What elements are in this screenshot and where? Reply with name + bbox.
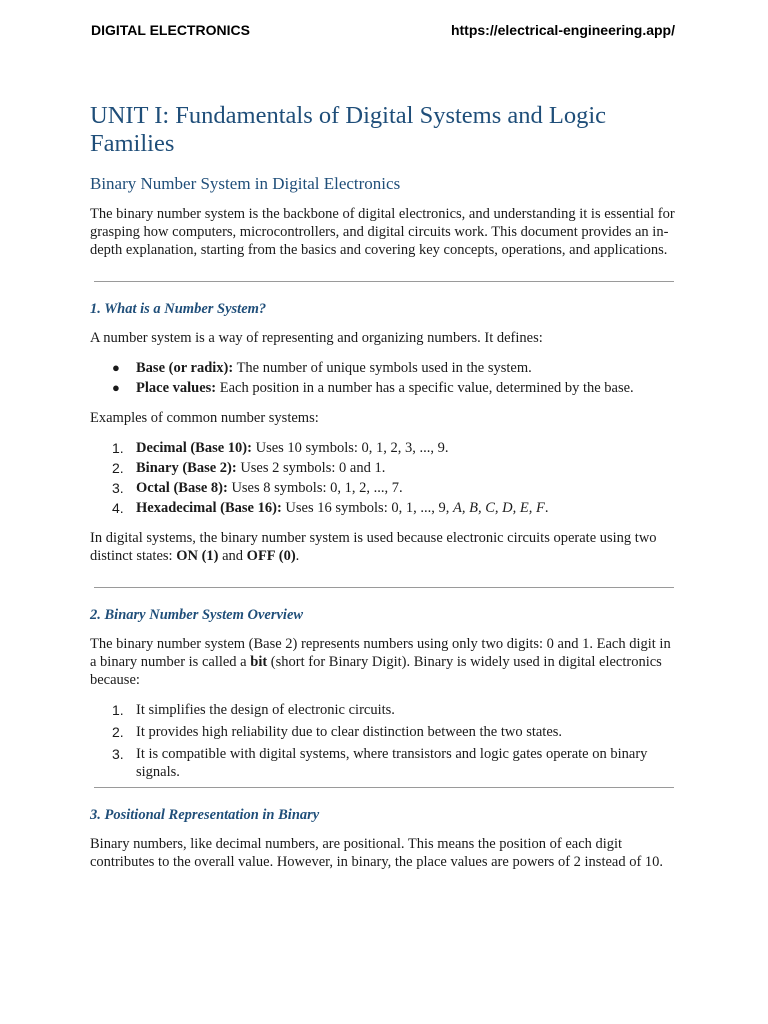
- section1-paragraph: A number system is a way of representing and organizing numbers. It defines:: [90, 330, 543, 346]
- list-item-text: Uses 10 symbols: 0, 1, 2, 3, ..., 9.: [251, 440, 449, 456]
- closing-end: .: [295, 548, 300, 564]
- bit-term: bit: [250, 654, 268, 670]
- definition-list: [90, 359, 678, 397]
- list-number: 3.: [112, 746, 124, 762]
- list-item: [90, 723, 678, 741]
- document-subtitle: Binary Number System in Digital Electronics: [90, 174, 401, 193]
- list-item-text: It provides high reliability due to clear distinction between the two states.: [136, 724, 563, 740]
- list-number: 2.: [112, 724, 124, 740]
- section1-heading: 1. What is a Number System?: [90, 301, 267, 317]
- list-item: [90, 499, 678, 517]
- intro-paragraph: The binary number system is the backbone of digital electronics, and understanding it is essential for grasping how computers, microcontrollers, and digital circuits work. This document provides an in-depth explanation, starting from the basics and covering key concepts, operations, and applications.: [90, 206, 675, 258]
- section2-paragraph: [90, 635, 678, 689]
- list-item-text: It is compatible with digital systems, where transistors and logic gates operate on binary signals.: [136, 746, 648, 780]
- section1-closing: [90, 529, 678, 565]
- examples-list: [90, 439, 678, 517]
- document-body: [90, 102, 678, 871]
- list-item-term: Decimal (Base 10):: [136, 440, 252, 456]
- reasons-list: [90, 701, 678, 781]
- list-item-term: Base (or radix):: [136, 360, 234, 376]
- para-text: (short for Binary Digit). Binary is widely used in digital electronics because:: [90, 654, 662, 688]
- list-number: 1.: [112, 702, 124, 718]
- list-item: [90, 359, 678, 377]
- list-number: 4.: [112, 500, 124, 516]
- list-item-term: Octal (Base 8):: [136, 480, 228, 496]
- page-header: [91, 22, 675, 42]
- list-item-text: Each position in a number has a specific value, determined by the base.: [216, 380, 634, 396]
- examples-intro: Examples of common number systems:: [90, 410, 319, 426]
- list-item: [90, 439, 678, 457]
- hex-letters: A, B, C, D, E, F: [452, 500, 545, 516]
- bullet-marker: ●: [112, 360, 120, 375]
- state-off: OFF (0): [246, 548, 296, 564]
- section-divider: [94, 787, 674, 788]
- bullet-marker: ●: [112, 380, 120, 395]
- header-url[interactable]: https://electrical-engineering.app/: [450, 22, 675, 38]
- list-item-text: The number of unique symbols used in the system.: [233, 360, 532, 376]
- list-item: [90, 701, 678, 719]
- list-item-term: Place values:: [136, 380, 217, 396]
- list-item: [90, 379, 678, 397]
- list-item-text: It simplifies the design of electronic circuits.: [136, 702, 395, 718]
- list-item-text: Uses 16 symbols: 0, 1, ..., 9,: [281, 500, 453, 516]
- unit-title: UNIT I: Fundamentals of Digital Systems and Logic Families: [90, 102, 607, 157]
- list-item-text: Uses 8 symbols: 0, 1, 2, ..., 7.: [227, 480, 403, 496]
- list-number: 1.: [112, 440, 124, 456]
- header-title: DIGITAL ELECTRONICS: [91, 22, 250, 38]
- list-number: 2.: [112, 460, 124, 476]
- closing-and: and: [218, 548, 247, 564]
- para-text: The binary number system (Base 2) represents numbers using only two digits: 0 and 1. Each digit in a binary number is called a: [90, 636, 671, 670]
- section-divider: [94, 281, 674, 282]
- section-divider: [94, 587, 674, 588]
- section3-heading: 3. Positional Representation in Binary: [90, 807, 320, 823]
- list-item-term: Hexadecimal (Base 16):: [136, 500, 282, 516]
- list-number: 3.: [112, 480, 124, 496]
- section2-heading: 2. Binary Number System Overview: [90, 607, 304, 623]
- list-item: [90, 479, 678, 497]
- state-on: ON (1): [176, 548, 219, 564]
- list-item-end: .: [544, 500, 549, 516]
- list-item: [90, 745, 678, 781]
- closing-text: In digital systems, the binary number system is used because electronic circuits operate using two distinct states:: [90, 530, 657, 564]
- section3-paragraph: Binary numbers, like decimal numbers, are positional. This means the position of each digit contributes to the overall value. However, in binary, the place values are powers of 2 instead of 10.: [90, 836, 664, 870]
- list-item-term: Binary (Base 2):: [136, 460, 237, 476]
- list-item: [90, 459, 678, 477]
- list-item-text: Uses 2 symbols: 0 and 1.: [236, 460, 386, 476]
